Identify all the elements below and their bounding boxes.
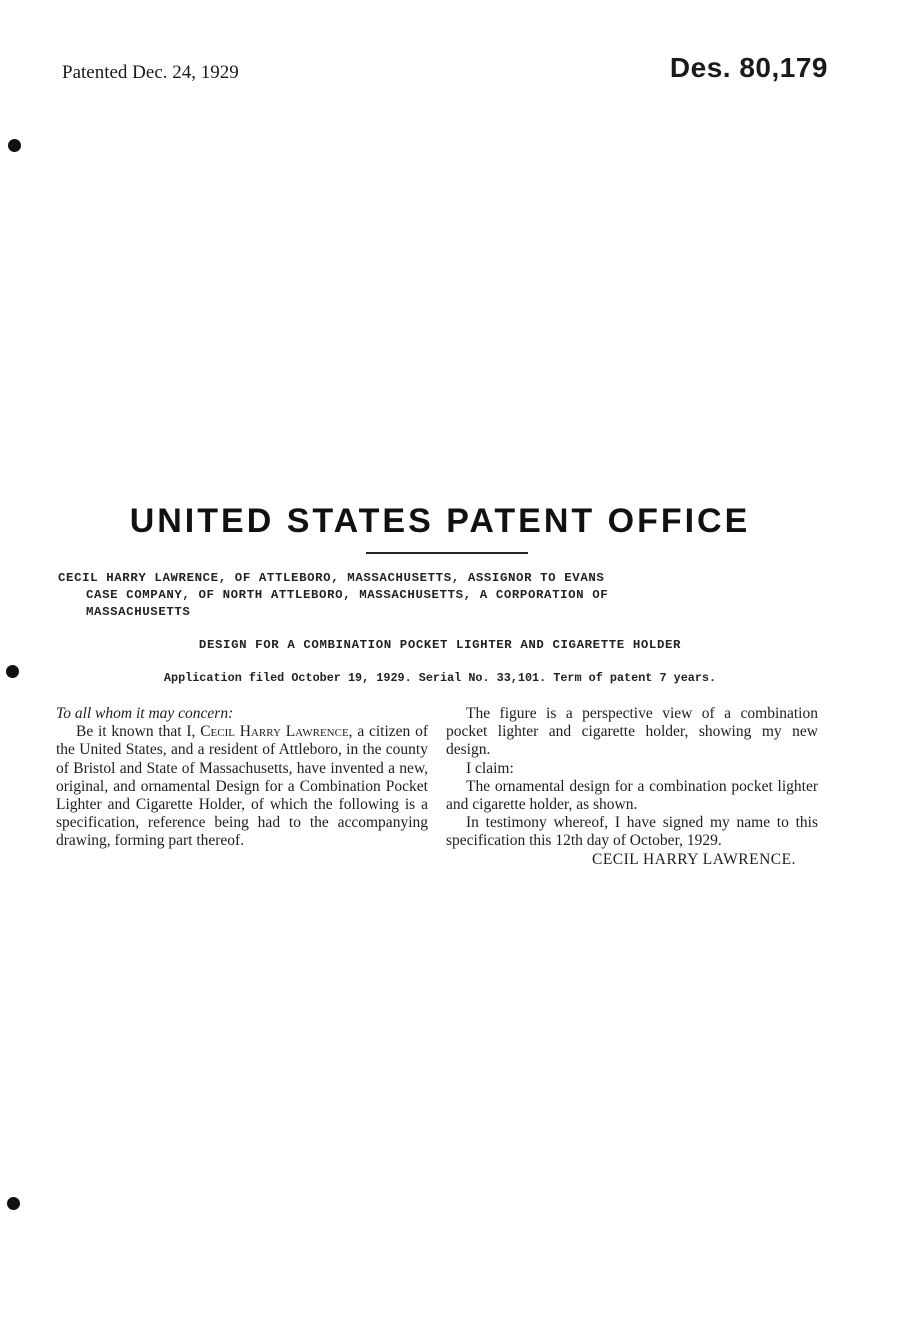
assignor-block	[58, 570, 822, 621]
assignor-line-1: CECIL HARRY LAWRENCE, OF ATTLEBORO, MASSACHUSETTS, ASSIGNOR TO EVANS	[58, 571, 605, 585]
testimony: In testimony whereof, I have signed my name to this specification this 12th day of October, 1929.	[446, 814, 818, 850]
assignor-line-2: CASE COMPANY, OF NORTH ATTLEBORO, MASSACHUSETTS, A CORPORATION OF	[86, 588, 609, 602]
left-column	[56, 705, 428, 851]
intro-body: , a citizen of the United States, and a resident of Attleboro, in the county of Bristol and State of Massachusetts, have invented a new, original, and ornamental Design for a Combination Pocket Lighter and Cigarette Holder, of which the following is a specification, reference being had to the accompanying drawing, forming part thereof.	[56, 723, 428, 850]
signature: CECIL HARRY LAWRENCE.	[591, 850, 796, 868]
figure-description: The figure is a perspective view of a combination pocket lighter and cigarette holder, showing my new design.	[446, 705, 818, 759]
assignor-line-3: MASSACHUSETTS	[86, 605, 191, 619]
punch-hole-bottom	[7, 1197, 20, 1210]
design-title: DESIGN FOR A COMBINATION POCKET LIGHTER AND CIGARETTE HOLDER	[198, 638, 682, 652]
intro-prefix: Be it known that I,	[76, 723, 201, 741]
claim-intro: I claim:	[466, 759, 514, 777]
design-number: Des. 80,179	[669, 52, 828, 83]
salutation: To all whom it may concern:	[56, 705, 234, 722]
heading-rule	[366, 552, 528, 554]
office-heading: UNITED STATES PATENT OFFICE	[129, 502, 751, 540]
right-column	[446, 705, 818, 869]
application-info: Application filed October 19, 1929. Serial No. 33,101. Term of patent 7 years.	[163, 671, 717, 685]
claim-text: The ornamental design for a combination pocket lighter and cigarette holder, as shown.	[446, 777, 818, 814]
patented-date: Patented Dec. 24, 1929	[62, 62, 239, 83]
intro-paragraph	[56, 723, 428, 850]
punch-hole-top	[8, 139, 21, 152]
inventor-name: Cecil Harry Lawrence	[200, 723, 349, 741]
